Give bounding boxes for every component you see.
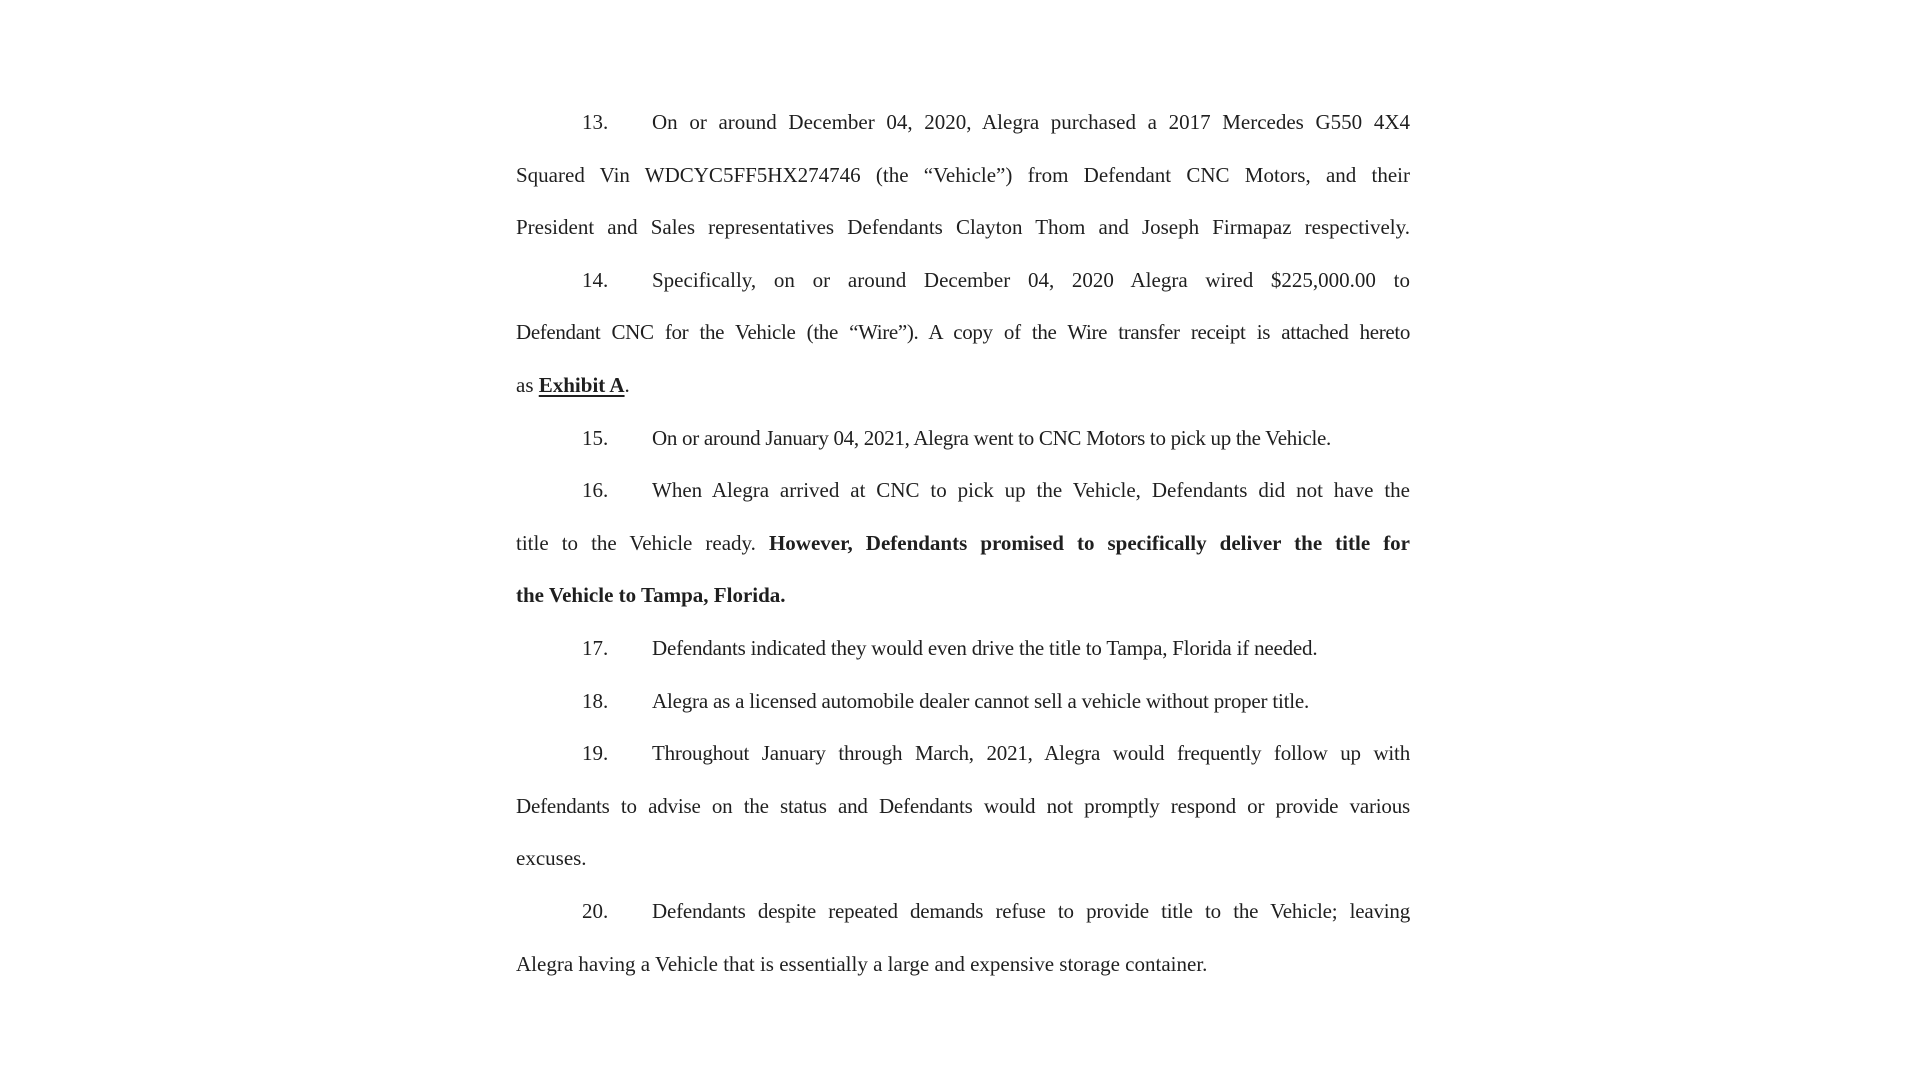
paragraph-number: 17. [582, 635, 609, 660]
paragraph-text: On or around December 04, 2020, Alegra purchased a 2017 Mercedes G550 4X4 [652, 110, 1410, 134]
paragraph-14-line-3 [516, 371, 1410, 424]
paragraph-20-line-2: Alegra having a Vehicle that is essentially a large and expensive storage container. [516, 951, 1208, 976]
paragraph-text: Defendants despite repeated demands refuse to provide title to the Vehicle; leaving [652, 898, 1410, 923]
paragraph-text: Specifically, on or around December 04, 2020 Alegra wired $225,000.00 to [652, 267, 1410, 292]
paragraph-text: On or around January 04, 2021, Alegra went to CNC Motors to pick up the Vehicle. [652, 425, 1331, 450]
paragraph-13-line-3: President and Sales representatives Defendants Clayton Thom and Joseph Firmapaz respectively. [516, 215, 1410, 240]
paragraph-18-line-1 [516, 687, 1410, 740]
paragraph-16-line-1 [516, 476, 1410, 529]
paragraph-number: 13. [582, 110, 609, 134]
paragraph-text: When Alegra arrived at CNC to pick up the Vehicle, Defendants did not have the [652, 478, 1410, 503]
paragraph-number: 19. [582, 741, 609, 766]
paragraph-14-line-1 [516, 266, 1410, 319]
paragraph-text: title to the Vehicle ready. [516, 530, 756, 555]
paragraph-19-line-2: Defendants to advise on the status and Defendants would not promptly respond or provide various [516, 793, 1410, 818]
paragraph-13-line-1 [516, 108, 1410, 161]
paragraph-number: 15. [582, 425, 609, 450]
paragraph-16-line-2 [516, 529, 1410, 582]
paragraph-text-bold: the Vehicle to Tampa, Florida. [516, 583, 786, 608]
paragraph-14-line-2: Defendant CNC for the Vehicle (the “Wire”). A copy of the Wire transfer receipt is attached hereto [516, 320, 1410, 345]
paragraph-text: Defendants indicated they would even drive the title to Tampa, Florida if needed. [652, 635, 1318, 660]
paragraph-text: Throughout January through March, 2021, Alegra would frequently follow up with [652, 741, 1410, 766]
paragraph-text-bold: However, Defendants promised to specifically deliver the title for [768, 530, 1410, 555]
paragraph-13-line-2: Squared Vin WDCYC5FF5HX274746 (the “Vehicle”) from Defendant CNC Motors, and their [516, 162, 1410, 187]
paragraph-text: . [624, 372, 630, 397]
paragraph-17-line-1 [516, 634, 1410, 687]
paragraph-20-line-1 [516, 897, 1410, 950]
paragraph-number: 16. [582, 478, 609, 503]
paragraph-15-line-1 [516, 424, 1410, 477]
paragraph-19-line-3: excuses. [516, 846, 587, 871]
paragraph-number: 18. [582, 688, 609, 713]
paragraph-text: as [516, 372, 534, 397]
document-body [516, 108, 1410, 1002]
paragraph-number: 14. [582, 267, 609, 292]
paragraph-19-line-1 [516, 739, 1410, 792]
paragraph-number: 20. [582, 898, 609, 923]
exhibit-a-link[interactable]: Exhibit A [538, 372, 625, 397]
paragraph-text: Alegra as a licensed automobile dealer cannot sell a vehicle without proper title. [652, 688, 1310, 713]
paragraph-16-line-3 [516, 581, 1410, 634]
